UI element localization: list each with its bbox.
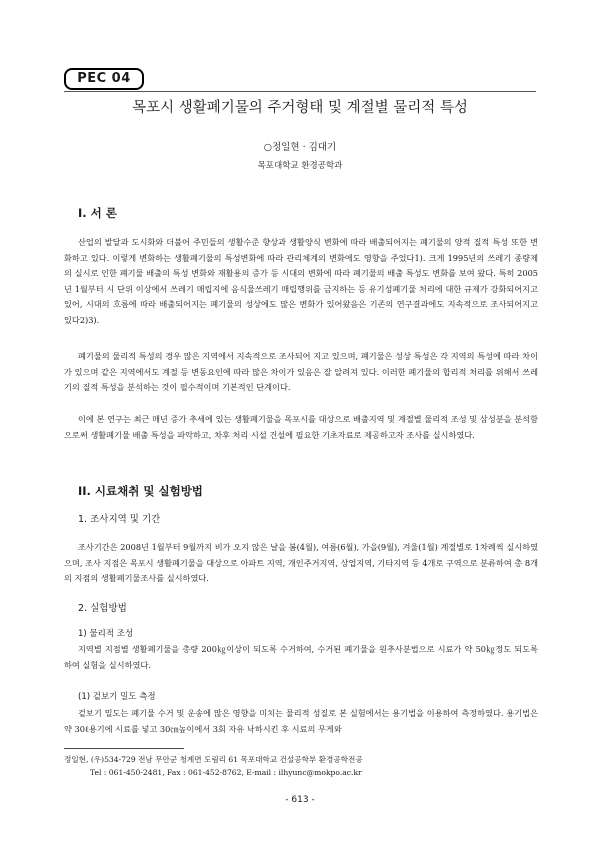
site-paragraph: 조사기간은 2008년 1월부터 9월까지 비가 오지 않은 날을 봄(4월), 여름(6월), 가을(9월), 겨울(1월) 계절별로 1차례씩 실시하였으며, 조사 지점은 목포시 생활폐기물을 대상으로 아파트 지역, 개인주거지역, 상업지역, 기타지역 등 4개로 구역으로 분류하여 총 8개의 지점의 생활폐기물조사를 실시하였다.: [64, 542, 538, 583]
intro-paragraph-1: 산업의 발달과 도시화와 더불어 주민들의 생활수준 향상과 생활양식 변화에 따라 배출되어지는 폐기물의 양적 질적 특성 또한 변화하고 있다. 이렇게 변화하는 생활폐기물의 특성변화에 따라 관리체계의 변화에도 영향을 주었다1). 크게 1995년의 쓰레기 종량제의 실시로 인한 폐기물 배출의 특성 변화와 재활용의 증가 등 시대의 변화에 따라 폐기물의 배출 특성도 변화를 보여 왔다. 특히 2005년 1월부터 시 단위 이상에서 쓰레기 매립지에 음식물쓰레기 매립행위를 금지하는 등 유기성폐기물 처리에 대한 규제가 강화되어지고 있어, 시대의 흐름에 따라 배출되어지는 폐기물의 성상에도 많은 변화가 있어왔음은 기존의 연구결과에도 지속적으로 조사되어지고 있다2)3).: [64, 237, 538, 325]
section-heading-introduction: I. 서 론: [78, 206, 117, 220]
author-line: ○정일현 · 김대기: [263, 142, 337, 153]
footnote-contact: Tel : 061-450-2481, Fax : 061-452-8762, E-mail : ilhyunc@mokpo.ac.kr: [90, 768, 362, 777]
subsection-heading-methods: 2. 실험방법: [78, 603, 127, 614]
subsection-heading-site: 1. 조사지역 및 기간: [78, 514, 161, 525]
physical-composition-paragraph: 지역별 지점별 생활폐기물을 총량 200㎏이상이 되도록 수거하여, 수거된 폐기물을 원추사분법으로 시료가 약 50㎏정도 되도록 하여 실험을 실시하였다.: [64, 644, 538, 670]
footnote-rule: [64, 748, 184, 749]
page-number: - 613 -: [285, 795, 315, 805]
header-rule: [64, 91, 536, 92]
footnote-address: 정일현, (우)534-729 전남 무안군 청계면 도림리 61 목포대학교 건설공학부 환경공학전공: [64, 755, 363, 764]
session-badge: PEC 04: [64, 68, 144, 90]
section-heading-methods: II. 시료채취 및 실험방법: [78, 484, 203, 498]
bulk-density-paragraph: 겉보기 밀도는 폐기물 수거 및 운송에 많은 영향을 미치는 물리적 성질로 본 실험에서는 용기법을 이용하여 측정하였다. 용기법은 약 30ℓ용기에 시료를 넣고 30㎝높이에서 3회 자유 낙하시킨 후 시료의 무게와: [64, 708, 538, 734]
intro-paragraph-2: 폐기물의 물리적 특성의 경우 많은 지역에서 지속적으로 조사되어 지고 있으며, 폐기물은 성상 특성은 각 지역의 특성에 따라 차이가 있으며 같은 지역에서도 계절 등 변동요인에 따라 많은 차이가 있음은 잘 알려져 있다. 이러한 폐기물의 합리적 처리를 위해서 쓰레기의 질적 특성을 분석하는 것이 필수적이며 기본적인 단계이다.: [64, 351, 538, 392]
paper-title: 목포시 생활폐기물의 주거형태 및 계절별 물리적 특성: [132, 100, 468, 116]
intro-paragraph-3: 이에 본 연구는 최근 매년 증가 추세에 있는 생활폐기물을 목포시를 대상으로 배출지역 및 계절별 물리적 조성 및 삼성분을 분석함으로써 생활폐기물 배출 특성을 파악하고, 차후 처리 시설 건설에 필요한 기초자료로 제공하고자 조사를 실시하였다.: [64, 414, 538, 440]
affiliation: 목포대학교 환경공학과: [257, 161, 343, 171]
item-heading-bulk-density: (1) 겉보기 밀도 측정: [78, 692, 156, 702]
item-heading-physical-composition: 1) 물리적 조성: [78, 629, 134, 639]
